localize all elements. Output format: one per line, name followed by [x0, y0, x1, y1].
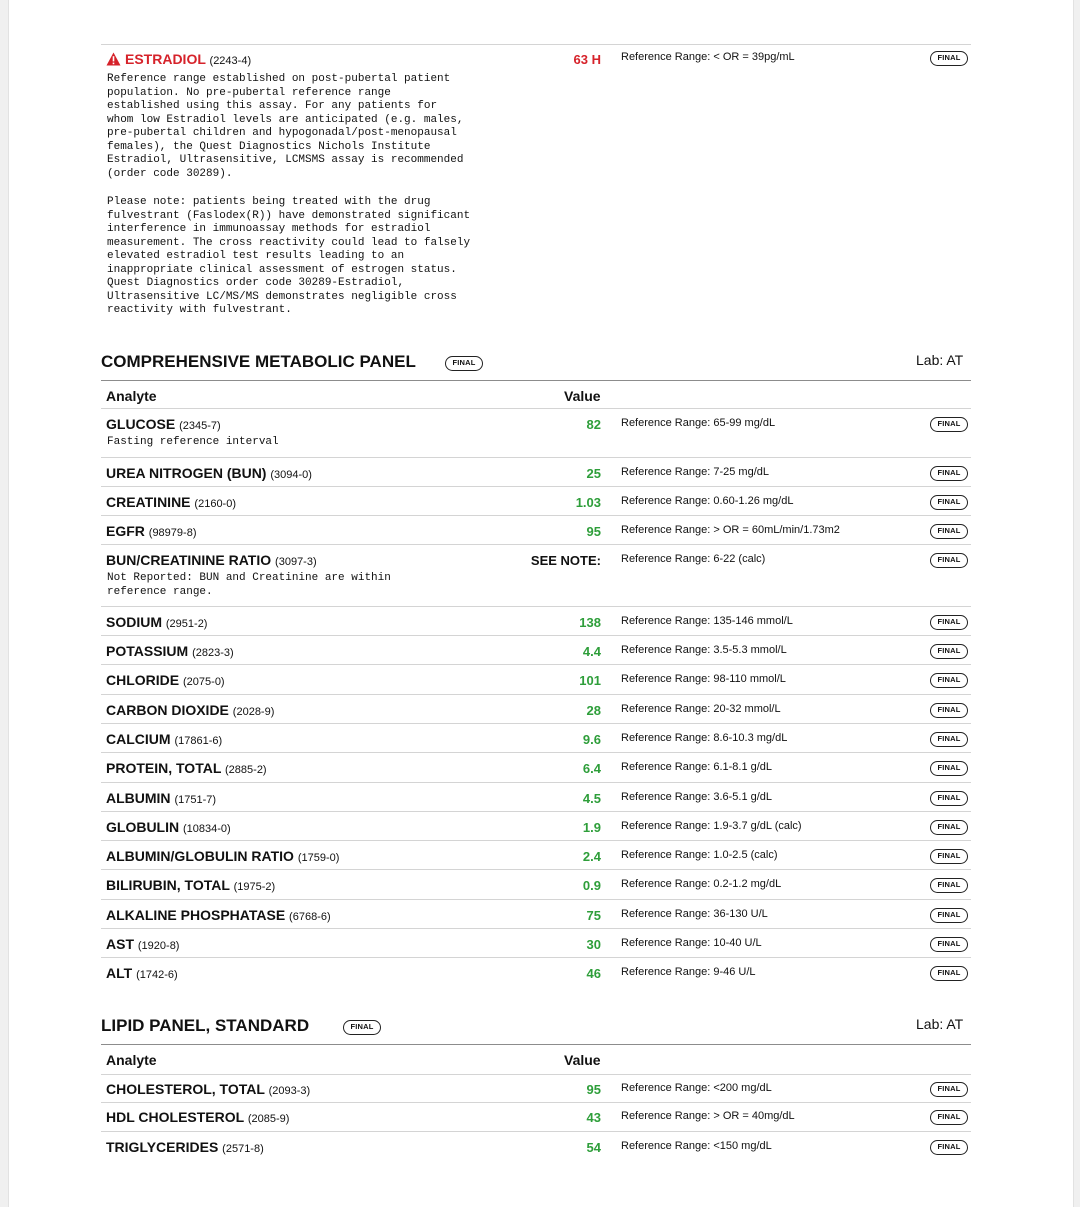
row-divider	[101, 782, 971, 783]
status-badge: FINAL	[930, 878, 968, 893]
cmp-header-divider	[101, 380, 971, 381]
result-value: 138	[579, 615, 601, 630]
reference-range: Reference Range: 20-32 mmol/L	[621, 703, 781, 715]
analyte-code: (1759-0)	[297, 852, 340, 864]
row-divider	[101, 664, 971, 665]
analyte-code: (2885-2)	[225, 764, 267, 776]
result-value: 75	[586, 908, 601, 923]
analyte-name	[106, 907, 331, 923]
reference-range: Reference Range: 7-25 mg/dL	[621, 466, 769, 478]
analyte-name	[106, 1139, 264, 1155]
analyte-name	[106, 790, 216, 806]
result-value: 2.4	[582, 849, 601, 864]
analyte-code: (2951-2)	[165, 618, 208, 630]
analyte-code: (3094-0)	[270, 469, 312, 481]
status-badge: FINAL	[930, 417, 968, 432]
estradiol-note-fulvestrant: Please note: patients being treated with the drug fulvestrant (Faslodex(R)) have demonstrated significant interference in immunoassay methods for estradiol measurement. The cross reactivity could lead to falsely elevated estradiol test results leading to an inappropriate clinical assessment of estrogen status. Quest Diagnostics order code 30289-Estradiol, Ultrasensitive LC/MS/MS demonstrates negligible cross reactivity with fulvestrant.	[107, 196, 471, 316]
cmp-status-badge: FINAL	[445, 356, 483, 371]
status-badge: FINAL	[930, 1110, 968, 1125]
row-divider	[101, 635, 971, 636]
analyte-name	[106, 494, 236, 510]
result-value: 25	[586, 466, 601, 481]
analyte-label: POTASSIUM	[106, 643, 189, 659]
reference-range: Reference Range: 36-130 U/L	[621, 908, 768, 920]
status-badge: FINAL	[930, 466, 968, 481]
status-badge: FINAL	[930, 644, 968, 659]
analyte-label: ALBUMIN	[106, 790, 171, 806]
analyte-note: Not Reported: BUN and Creatinine are within reference range.	[107, 572, 391, 598]
analyte-name	[106, 702, 274, 718]
analyte-name	[106, 523, 196, 539]
lipid-status-badge: FINAL	[343, 1020, 381, 1035]
analyte-name	[106, 643, 234, 659]
result-value: 6.4	[582, 761, 601, 776]
reference-range: Reference Range: > OR = 40mg/dL	[621, 1110, 795, 1122]
analyte-name	[106, 1109, 289, 1125]
status-badge: FINAL	[930, 1082, 968, 1097]
analyte-label: GLUCOSE	[106, 416, 176, 432]
analyte-code: (98979-8)	[148, 527, 197, 539]
analyte-code: (2345-7)	[179, 420, 221, 432]
analyte-code: (6768-6)	[289, 911, 331, 923]
warning-icon	[106, 52, 121, 66]
analyte-name	[106, 877, 275, 893]
reference-range: Reference Range: 3.5-5.3 mmol/L	[621, 644, 787, 656]
row-divider	[101, 811, 971, 812]
analyte-name	[106, 819, 231, 835]
reference-range: Reference Range: 6-22 (calc)	[621, 553, 766, 565]
lipid-col-value: Value	[564, 1052, 601, 1068]
analyte-label: BILIRUBIN, TOTAL	[106, 877, 230, 893]
lipid-col-analyte: Analyte	[106, 1052, 157, 1068]
analyte-label: HDL CHOLESTEROL	[106, 1109, 244, 1125]
status-badge: FINAL	[930, 1140, 968, 1155]
reference-range: Reference Range: 10-40 U/L	[621, 937, 762, 949]
analyte-code: (1742-6)	[136, 969, 178, 981]
analyte-label: CARBON DIOXIDE	[106, 702, 229, 718]
analyte-name	[106, 465, 312, 481]
status-badge: FINAL	[930, 673, 968, 688]
cmp-col-analyte: Analyte	[106, 388, 157, 404]
analyte-name	[106, 552, 317, 568]
result-value: 30	[586, 937, 601, 952]
analyte-label: CALCIUM	[106, 731, 171, 747]
analyte-code: (2571-8)	[222, 1143, 264, 1155]
status-badge: FINAL	[930, 791, 968, 806]
analyte-label: ALKALINE PHOSPHATASE	[106, 907, 286, 923]
analyte-name	[106, 760, 267, 776]
reference-range: Reference Range: 98-110 mmol/L	[621, 673, 786, 685]
analyte-code: (3097-3)	[275, 556, 317, 568]
result-value: 1.03	[575, 495, 601, 510]
analyte-name	[106, 672, 225, 688]
status-badge: FINAL	[930, 966, 968, 981]
analyte-name	[106, 848, 339, 864]
estradiol-value: 63 H	[573, 52, 601, 67]
result-value: 0.9	[582, 878, 601, 893]
reference-range: Reference Range: 1.9-3.7 g/dL (calc)	[621, 820, 802, 832]
reference-range: Reference Range: 135-146 mmol/L	[621, 615, 793, 627]
row-divider	[101, 408, 971, 409]
row-divider	[101, 1131, 971, 1132]
status-badge: FINAL	[930, 761, 968, 776]
result-value: 82	[586, 417, 601, 432]
row-divider	[101, 899, 971, 900]
analyte-label: CREATININE	[106, 494, 191, 510]
analyte-label: AST	[106, 936, 134, 952]
status-badge: FINAL	[930, 908, 968, 923]
result-value: 43	[586, 1110, 601, 1125]
result-value: 46	[586, 966, 601, 981]
analyte-name	[106, 614, 207, 630]
analyte-code: (17861-6)	[174, 735, 223, 747]
status-badge: FINAL	[930, 849, 968, 864]
lab-report-page	[8, 0, 1074, 1207]
row-divider	[101, 957, 971, 958]
analyte-label: SODIUM	[106, 614, 162, 630]
analyte-code: (2085-9)	[247, 1113, 290, 1125]
row-divider	[101, 928, 971, 929]
analyte-label: PROTEIN, TOTAL	[106, 760, 222, 776]
estradiol-code: (2243-4)	[209, 55, 252, 67]
estradiol-name: ESTRADIOL	[125, 51, 206, 67]
analyte-label: EGFR	[106, 523, 145, 539]
reference-range: Reference Range: 6.1-8.1 g/dL	[621, 761, 773, 773]
row-divider	[101, 1074, 971, 1075]
estradiol-top-divider	[101, 44, 971, 45]
analyte-code: (2160-0)	[194, 498, 236, 510]
reference-range: Reference Range: 65-99 mg/dL	[621, 417, 776, 429]
lipid-header-divider	[101, 1044, 971, 1045]
result-value: 4.4	[582, 644, 601, 659]
status-badge: FINAL	[930, 937, 968, 952]
status-badge: FINAL	[930, 524, 968, 539]
result-value: 101	[579, 673, 601, 688]
analyte-name	[106, 965, 178, 981]
analyte-label: CHLORIDE	[106, 672, 180, 688]
reference-range: Reference Range: 8.6-10.3 mg/dL	[621, 732, 788, 744]
reference-range: Reference Range: > OR = 60mL/min/1.73m2	[621, 524, 840, 536]
reference-range: Reference Range: 9-46 U/L	[621, 966, 756, 978]
status-badge: FINAL	[930, 495, 968, 510]
analyte-code: (1920-8)	[137, 940, 180, 952]
status-badge: FINAL	[930, 703, 968, 718]
analyte-label: ALBUMIN/GLOBULIN RATIO	[106, 848, 294, 864]
result-value: 4.5	[582, 791, 601, 806]
analyte-name	[106, 936, 179, 952]
reference-range: Reference Range: 0.2-1.2 mg/dL	[621, 878, 782, 890]
row-divider	[101, 869, 971, 870]
reference-range: Reference Range: 0.60-1.26 mg/dL	[621, 495, 794, 507]
status-badge: FINAL	[930, 553, 968, 568]
result-value: 1.9	[582, 820, 601, 835]
lipid-title: LIPID PANEL, STANDARD	[101, 1016, 310, 1035]
analyte-code: (2093-3)	[268, 1085, 311, 1097]
reference-range: Reference Range: <150 mg/dL	[621, 1140, 772, 1152]
analyte-label: CHOLESTEROL, TOTAL	[106, 1081, 265, 1097]
result-value: 28	[586, 703, 601, 718]
estradiol-status-badge: FINAL	[930, 51, 968, 66]
row-divider	[101, 544, 971, 545]
row-divider	[101, 486, 971, 487]
status-badge: FINAL	[930, 820, 968, 835]
analyte-code: (1975-2)	[233, 881, 276, 893]
row-divider	[101, 1102, 971, 1103]
row-divider	[101, 606, 971, 607]
estradiol-note-reference: Reference range established on post-pubertal patient population. No pre-pubertal reference range established using this assay. For any patients for whom low Estradiol levels are anticipated (e.g. males, pre-pubertal children and hypogonadal/post-menopausal females), the Quest Diagnostics Nichols Institute Estradiol, Ultrasensitive, LCMSMS assay is recommended (order code 30289).	[107, 73, 464, 180]
cmp-col-value: Value	[564, 388, 601, 404]
reference-range: Reference Range: <200 mg/dL	[621, 1082, 772, 1094]
analyte-label: ALT	[106, 965, 133, 981]
result-value: 54	[586, 1140, 601, 1155]
analyte-label: UREA NITROGEN (BUN)	[106, 465, 267, 481]
estradiol-reference: Reference Range: < OR = 39pg/mL	[621, 51, 795, 63]
analyte-code: (2075-0)	[183, 676, 225, 688]
estradiol-analyte	[106, 51, 251, 67]
analyte-label: BUN/CREATININE RATIO	[106, 552, 272, 568]
row-divider	[101, 694, 971, 695]
row-divider	[101, 723, 971, 724]
analyte-label: TRIGLYCERIDES	[106, 1139, 219, 1155]
row-divider	[101, 840, 971, 841]
analyte-name	[106, 416, 221, 432]
result-value: SEE NOTE:	[530, 553, 601, 568]
result-value: 95	[586, 524, 601, 539]
row-divider	[101, 515, 971, 516]
analyte-code: (2028-9)	[232, 706, 275, 718]
reference-range: Reference Range: 1.0-2.5 (calc)	[621, 849, 778, 861]
analyte-code: (2823-3)	[192, 647, 234, 659]
analyte-name	[106, 731, 222, 747]
row-divider	[101, 457, 971, 458]
result-value: 95	[586, 1082, 601, 1097]
status-badge: FINAL	[930, 615, 968, 630]
status-badge: FINAL	[930, 732, 968, 747]
cmp-lab: Lab: AT	[916, 352, 964, 368]
lipid-lab: Lab: AT	[916, 1016, 964, 1032]
analyte-code: (10834-0)	[183, 823, 231, 835]
analyte-note: Fasting reference interval	[107, 436, 279, 448]
analyte-code: (1751-7)	[174, 794, 217, 806]
analyte-label: GLOBULIN	[106, 819, 180, 835]
analyte-name	[106, 1081, 310, 1097]
row-divider	[101, 752, 971, 753]
result-value: 9.6	[582, 732, 601, 747]
cmp-title: COMPREHENSIVE METABOLIC PANEL	[101, 352, 416, 371]
reference-range: Reference Range: 3.6-5.1 g/dL	[621, 791, 773, 803]
